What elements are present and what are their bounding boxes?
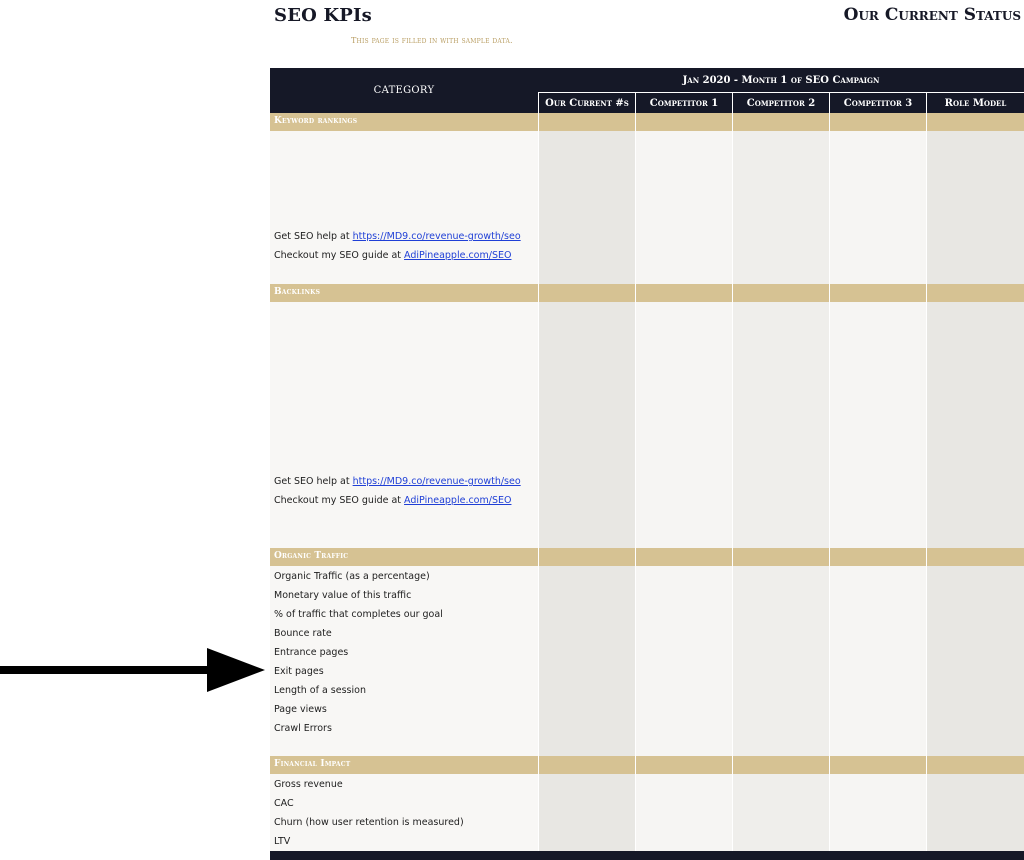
column-header-competitor-2: Competitor 2 <box>732 92 829 113</box>
section-label: Financial Impact <box>274 759 351 769</box>
month-header: Jan 2020 - Month 1 of SEO Campaign <box>682 74 880 86</box>
column-header-competitor-3: Competitor 3 <box>829 92 926 113</box>
list-item: Entrance pages <box>274 647 349 658</box>
list-item: Crawl Errors <box>274 723 332 734</box>
seo-guide-link[interactable]: AdiPineapple.com/SEO <box>404 250 512 261</box>
seo-help-text: Get SEO help at <box>274 231 353 242</box>
section-header-financial-impact <box>270 756 1024 774</box>
section-header-keyword-rankings <box>270 113 1024 131</box>
list-item: Organic Traffic (as a percentage) <box>274 571 430 582</box>
seo-guide-text: Checkout my SEO guide at <box>274 250 405 261</box>
list-item: CAC <box>274 798 294 809</box>
list-item: LTV <box>274 836 291 847</box>
section-body-organic-traffic <box>270 566 1024 756</box>
section-header-organic-traffic <box>270 548 1024 566</box>
section-body-keyword-rankings <box>270 131 1024 284</box>
seo-guide-link[interactable]: AdiPineapple.com/SEO <box>404 495 512 506</box>
list-item: Bounce rate <box>274 628 332 639</box>
page-title: SEO KPIs <box>274 5 372 26</box>
section-label: Organic Traffic <box>274 551 349 561</box>
seo-help-line <box>274 476 521 487</box>
column-header-role-model: Role Model <box>926 92 1024 113</box>
seo-guide-line <box>274 250 511 261</box>
seo-guide-text: Checkout my SEO guide at <box>274 495 405 506</box>
seo-help-text: Get SEO help at <box>274 476 353 487</box>
seo-help-link[interactable]: https://MD9.co/revenue-growth/seo <box>352 476 521 487</box>
list-item: Exit pages <box>274 666 324 677</box>
sample-data-note: This page is filled in with sample data. <box>351 36 513 45</box>
section-body-financial-impact <box>270 774 1024 851</box>
seo-help-link[interactable]: https://MD9.co/revenue-growth/seo <box>352 231 521 242</box>
table-footer <box>270 851 1024 860</box>
kpi-table <box>270 68 1024 860</box>
list-item: Monetary value of this traffic <box>274 590 412 601</box>
section-label: Backlinks <box>274 287 321 297</box>
list-item: Length of a session <box>274 685 366 696</box>
column-header-competitor-1: Competitor 1 <box>635 92 732 113</box>
seo-guide-line <box>274 495 511 506</box>
list-item: Page views <box>274 704 327 715</box>
list-item: Gross revenue <box>274 779 343 790</box>
section-body-backlinks <box>270 302 1024 548</box>
seo-help-line <box>274 231 521 242</box>
section-label: Keyword rankings <box>274 116 358 126</box>
column-header-our-current: Our Current #s <box>538 92 635 113</box>
section-header-backlinks <box>270 284 1024 302</box>
category-header: CATEGORY <box>373 85 435 96</box>
status-title: Our Current Status <box>843 5 1021 25</box>
list-item: Churn (how user retention is measured) <box>274 817 464 828</box>
list-item: % of traffic that completes our goal <box>274 609 443 620</box>
